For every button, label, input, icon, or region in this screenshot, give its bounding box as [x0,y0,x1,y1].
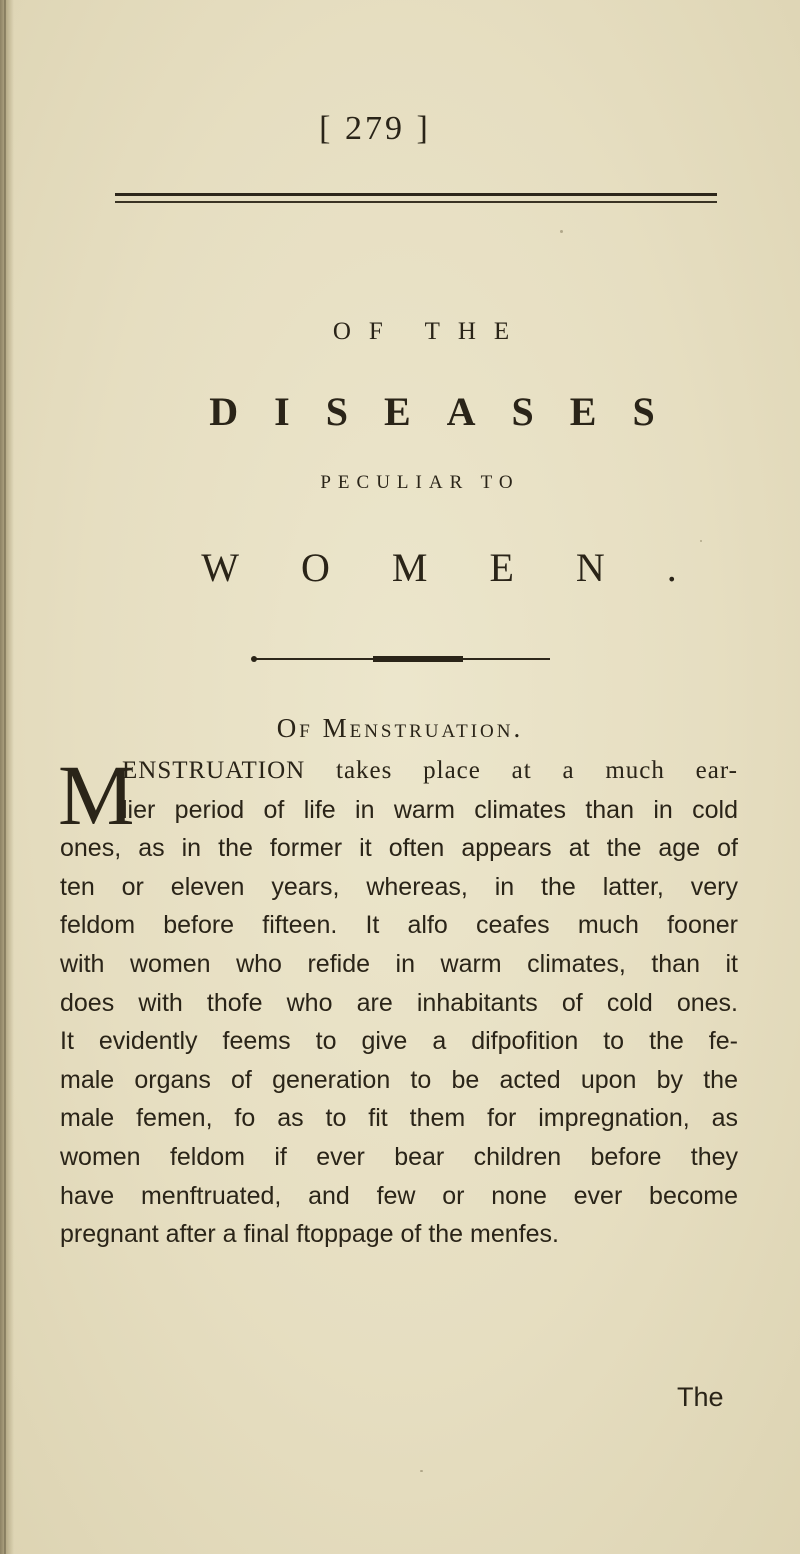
gutter-line [4,0,6,1554]
paragraph-line: have menftruated, and few or none ever become [60,1181,738,1210]
header-double-rule [115,193,717,205]
paragraph [58,747,738,1254]
paragraph-line: with women who refide in warm climates, than it [60,949,738,978]
ornamental-rule-dot [251,656,257,662]
paragraph-line: women feldom if ever bear children before they [60,1142,738,1171]
paragraph-line: lier period of life in warm climates than in cold [122,795,738,824]
ornamental-rule [255,656,550,662]
paragraph-line: ones, as in the former it often appears at the age of [60,834,738,863]
paper-speck [700,540,702,542]
title-diseases: DISEASES [209,389,691,434]
page-number: [ 279 ] [319,110,431,147]
paragraph-line: It evidently feems to give a difpofition to the fe- [60,1027,738,1056]
paragraph-line: male organs of generation to be acted upon by the [60,1065,738,1094]
rule-line-top [115,193,717,196]
paragraph-line: feldom before fifteen. It alfo ceafes much fooner [60,911,738,940]
paragraph-line: male femen, fo as to fit them for impregnation, as [60,1104,738,1133]
page-gutter [0,0,14,1554]
catchword: The [677,1382,724,1412]
title-women: WOMEN. [201,545,739,590]
paper-speck [420,1470,423,1472]
title-of-the: OF THE [332,318,528,345]
rule-line-bottom [115,201,717,203]
drop-cap: M [58,747,135,843]
paragraph-line: does with thofe who are inhabitants of cold ones. [60,988,738,1017]
paper-speck [560,230,563,233]
ornamental-rule-thick [373,656,463,662]
paragraph-line: ENSTRUATION takes place at a much ear- [122,757,738,784]
paragraph-line: pregnant after a final ftoppage of the menfes. [60,1220,559,1249]
section-heading: Of Menstruation. [276,713,524,743]
paragraph-line: ten or eleven years, whereas, in the latter, very [60,872,738,901]
title-peculiar-to: PECULIAR TO [320,472,520,493]
